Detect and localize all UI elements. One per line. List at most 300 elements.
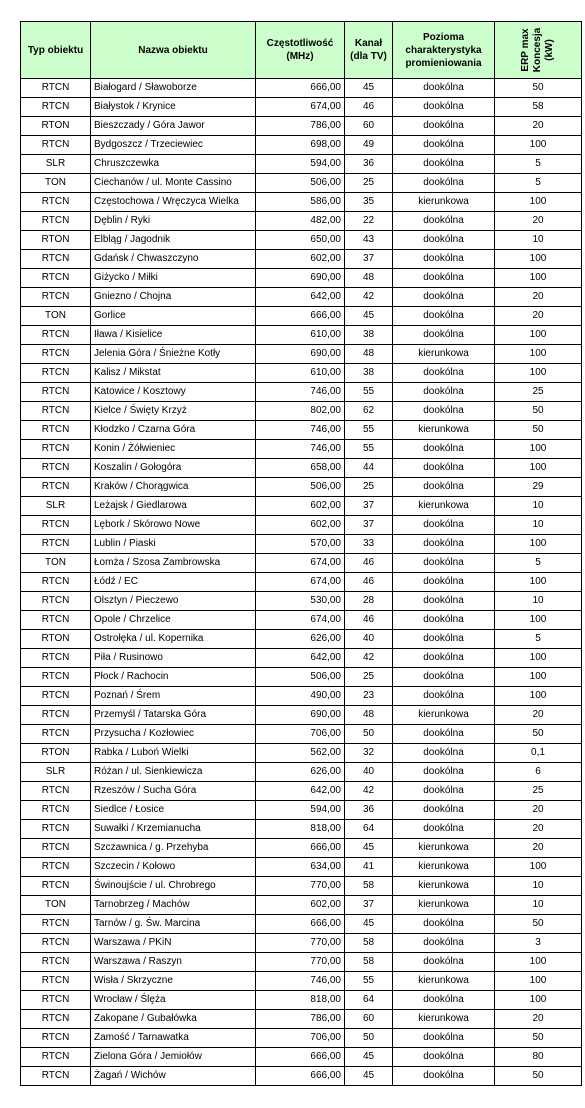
cell-type: RTCN: [21, 839, 91, 858]
cell-type: RTCN: [21, 364, 91, 383]
table-row: [21, 820, 582, 839]
cell-channel: 25: [345, 668, 393, 687]
cell-channel: 58: [345, 934, 393, 953]
cell-pattern: kierunkowa: [393, 839, 495, 858]
cell-frequency: 770,00: [256, 877, 345, 896]
cell-frequency: 666,00: [256, 307, 345, 326]
table-row: [21, 231, 582, 250]
cell-pattern: dookólna: [393, 364, 495, 383]
cell-name: Kielce / Święty Krzyż: [91, 402, 256, 421]
cell-frequency: 698,00: [256, 136, 345, 155]
cell-name: Gdańsk / Chwaszczyno: [91, 250, 256, 269]
cell-frequency: 490,00: [256, 687, 345, 706]
cell-channel: 42: [345, 649, 393, 668]
table-row: [21, 687, 582, 706]
cell-name: Bydgoszcz / Trzeciewiec: [91, 136, 256, 155]
cell-name: Tarnobrzeg / Machów: [91, 896, 256, 915]
cell-pattern: dookólna: [393, 611, 495, 630]
cell-channel: 64: [345, 820, 393, 839]
cell-type: RTCN: [21, 1029, 91, 1048]
cell-pattern: dookólna: [393, 98, 495, 117]
header-type: Typ obiektu: [21, 22, 91, 79]
cell-pattern: dookólna: [393, 592, 495, 611]
cell-pattern: kierunkowa: [393, 896, 495, 915]
table-row: [21, 1048, 582, 1067]
cell-erp: 20: [495, 117, 582, 136]
cell-type: RTCN: [21, 592, 91, 611]
cell-pattern: dookólna: [393, 136, 495, 155]
cell-erp: 10: [495, 231, 582, 250]
cell-erp: 5: [495, 630, 582, 649]
cell-type: RTCN: [21, 136, 91, 155]
cell-channel: 62: [345, 402, 393, 421]
cell-pattern: dookólna: [393, 326, 495, 345]
cell-pattern: dookólna: [393, 459, 495, 478]
cell-pattern: dookólna: [393, 269, 495, 288]
cell-pattern: dookólna: [393, 573, 495, 592]
cell-type: RTCN: [21, 478, 91, 497]
table-row: [21, 668, 582, 687]
cell-channel: 37: [345, 250, 393, 269]
cell-name: Tarnów / g. Św. Marcina: [91, 915, 256, 934]
cell-frequency: 690,00: [256, 345, 345, 364]
cell-name: Rabka / Luboń Wielki: [91, 744, 256, 763]
table-row: [21, 174, 582, 193]
cell-channel: 38: [345, 364, 393, 383]
cell-type: RTCN: [21, 440, 91, 459]
cell-erp: 3: [495, 934, 582, 953]
cell-channel: 36: [345, 801, 393, 820]
cell-pattern: dookólna: [393, 953, 495, 972]
cell-channel: 44: [345, 459, 393, 478]
cell-name: Szczecin / Kołowo: [91, 858, 256, 877]
cell-name: Poznań / Śrem: [91, 687, 256, 706]
cell-channel: 40: [345, 630, 393, 649]
cell-pattern: dookólna: [393, 554, 495, 573]
cell-channel: 45: [345, 839, 393, 858]
cell-erp: 100: [495, 953, 582, 972]
cell-pattern: dookólna: [393, 288, 495, 307]
cell-pattern: dookólna: [393, 801, 495, 820]
cell-type: RTCN: [21, 611, 91, 630]
cell-type: RTCN: [21, 820, 91, 839]
header-name: Nazwa obiektu: [91, 22, 256, 79]
cell-type: SLR: [21, 155, 91, 174]
table-row: [21, 288, 582, 307]
cell-frequency: 506,00: [256, 478, 345, 497]
cell-name: Gniezno / Chojna: [91, 288, 256, 307]
cell-name: Ostrołęka / ul. Kopernika: [91, 630, 256, 649]
table-row: [21, 972, 582, 991]
cell-erp: 100: [495, 269, 582, 288]
cell-erp: 100: [495, 440, 582, 459]
cell-channel: 55: [345, 421, 393, 440]
cell-erp: 5: [495, 155, 582, 174]
cell-frequency: 642,00: [256, 649, 345, 668]
cell-type: SLR: [21, 763, 91, 782]
cell-name: Żagań / Wichów: [91, 1067, 256, 1086]
cell-erp: 100: [495, 687, 582, 706]
cell-frequency: 746,00: [256, 440, 345, 459]
cell-frequency: 634,00: [256, 858, 345, 877]
cell-frequency: 786,00: [256, 1010, 345, 1029]
table-row: [21, 592, 582, 611]
cell-name: Bieszczady / Góra Jawor: [91, 117, 256, 136]
table-row: [21, 459, 582, 478]
cell-type: RTCN: [21, 516, 91, 535]
cell-channel: 25: [345, 478, 393, 497]
cell-frequency: 586,00: [256, 193, 345, 212]
cell-erp: 20: [495, 212, 582, 231]
cell-erp: 100: [495, 193, 582, 212]
cell-pattern: dookólna: [393, 687, 495, 706]
cell-name: Częstochowa / Wręczyca Wielka: [91, 193, 256, 212]
cell-pattern: dookólna: [393, 478, 495, 497]
table-row: [21, 250, 582, 269]
table-row: [21, 630, 582, 649]
cell-channel: 37: [345, 896, 393, 915]
cell-erp: 100: [495, 573, 582, 592]
cell-frequency: 706,00: [256, 725, 345, 744]
cell-erp: 6: [495, 763, 582, 782]
table-row: [21, 554, 582, 573]
cell-type: RTCN: [21, 212, 91, 231]
cell-pattern: dookólna: [393, 1067, 495, 1086]
cell-name: Gorlice: [91, 307, 256, 326]
cell-name: Płock / Rachocin: [91, 668, 256, 687]
cell-erp: 100: [495, 649, 582, 668]
cell-type: RTCN: [21, 573, 91, 592]
cell-channel: 50: [345, 725, 393, 744]
cell-erp: 50: [495, 402, 582, 421]
table-row: [21, 364, 582, 383]
cell-pattern: dookólna: [393, 383, 495, 402]
cell-type: RTCN: [21, 98, 91, 117]
table-row: [21, 782, 582, 801]
cell-channel: 41: [345, 858, 393, 877]
cell-pattern: kierunkowa: [393, 1010, 495, 1029]
cell-erp: 10: [495, 896, 582, 915]
table-row: [21, 858, 582, 877]
cell-channel: 55: [345, 972, 393, 991]
cell-type: RTCN: [21, 345, 91, 364]
cell-erp: 100: [495, 972, 582, 991]
table-row: [21, 763, 582, 782]
cell-erp: 50: [495, 1029, 582, 1048]
header-row: [21, 22, 582, 79]
cell-pattern: kierunkowa: [393, 858, 495, 877]
cell-frequency: 818,00: [256, 820, 345, 839]
cell-type: RTON: [21, 231, 91, 250]
cell-name: Przysucha / Kozłowiec: [91, 725, 256, 744]
cell-pattern: dookólna: [393, 79, 495, 98]
cell-erp: 20: [495, 307, 582, 326]
cell-channel: 45: [345, 307, 393, 326]
cell-name: Leżajsk / Giedlarowa: [91, 497, 256, 516]
cell-name: Siedlce / Łosice: [91, 801, 256, 820]
cell-channel: 64: [345, 991, 393, 1010]
table-row: [21, 440, 582, 459]
cell-type: RTCN: [21, 972, 91, 991]
cell-pattern: dookólna: [393, 212, 495, 231]
cell-name: Białystok / Krynice: [91, 98, 256, 117]
cell-type: RTCN: [21, 1010, 91, 1029]
cell-frequency: 746,00: [256, 972, 345, 991]
cell-pattern: dookólna: [393, 725, 495, 744]
cell-frequency: 626,00: [256, 630, 345, 649]
cell-frequency: 530,00: [256, 592, 345, 611]
cell-frequency: 594,00: [256, 155, 345, 174]
cell-erp: 58: [495, 98, 582, 117]
cell-type: RTCN: [21, 782, 91, 801]
table-row: [21, 307, 582, 326]
cell-name: Dęblin / Ryki: [91, 212, 256, 231]
header-frequency: Częstotliwość (MHz): [256, 22, 345, 79]
cell-erp: 20: [495, 706, 582, 725]
cell-frequency: 666,00: [256, 915, 345, 934]
cell-pattern: dookólna: [393, 668, 495, 687]
cell-name: Zielona Góra / Jemiołów: [91, 1048, 256, 1067]
cell-pattern: kierunkowa: [393, 706, 495, 725]
cell-type: RTON: [21, 744, 91, 763]
cell-type: RTCN: [21, 79, 91, 98]
cell-frequency: 674,00: [256, 573, 345, 592]
cell-frequency: 690,00: [256, 706, 345, 725]
cell-erp: 10: [495, 516, 582, 535]
header-erp-text: [520, 28, 556, 72]
table-row: [21, 896, 582, 915]
cell-frequency: 602,00: [256, 497, 345, 516]
cell-pattern: dookólna: [393, 934, 495, 953]
cell-pattern: dookólna: [393, 516, 495, 535]
table-row: [21, 934, 582, 953]
cell-frequency: 602,00: [256, 896, 345, 915]
cell-erp: 0,1: [495, 744, 582, 763]
cell-erp: 5: [495, 174, 582, 193]
cell-frequency: 610,00: [256, 326, 345, 345]
cell-erp: 25: [495, 383, 582, 402]
cell-channel: 25: [345, 174, 393, 193]
cell-erp: 20: [495, 288, 582, 307]
cell-type: RTCN: [21, 668, 91, 687]
cell-frequency: 506,00: [256, 174, 345, 193]
cell-frequency: 802,00: [256, 402, 345, 421]
cell-pattern: dookólna: [393, 250, 495, 269]
cell-frequency: 786,00: [256, 117, 345, 136]
cell-type: RTON: [21, 630, 91, 649]
table-row: [21, 402, 582, 421]
header-erp-line3: (kW): [544, 39, 555, 61]
cell-name: Koszalin / Gołogóra: [91, 459, 256, 478]
cell-frequency: 482,00: [256, 212, 345, 231]
header-erp-line2: Koncesja: [532, 27, 543, 73]
cell-type: TON: [21, 554, 91, 573]
cell-channel: 58: [345, 953, 393, 972]
cell-channel: 46: [345, 554, 393, 573]
table-row: [21, 326, 582, 345]
cell-pattern: kierunkowa: [393, 497, 495, 516]
cell-channel: 55: [345, 383, 393, 402]
cell-channel: 48: [345, 345, 393, 364]
table-row: [21, 991, 582, 1010]
cell-name: Wisła / Skrzyczne: [91, 972, 256, 991]
cell-frequency: 690,00: [256, 269, 345, 288]
cell-channel: 60: [345, 117, 393, 136]
cell-type: TON: [21, 896, 91, 915]
cell-type: RTCN: [21, 288, 91, 307]
cell-type: RTCN: [21, 877, 91, 896]
cell-erp: 10: [495, 592, 582, 611]
cell-frequency: 674,00: [256, 98, 345, 117]
cell-type: RTCN: [21, 193, 91, 212]
cell-erp: 50: [495, 421, 582, 440]
cell-frequency: 666,00: [256, 79, 345, 98]
cell-type: RTCN: [21, 250, 91, 269]
cell-name: Elbląg / Jagodnik: [91, 231, 256, 250]
cell-pattern: dookólna: [393, 991, 495, 1010]
cell-frequency: 770,00: [256, 953, 345, 972]
cell-name: Ciechanów / ul. Monte Cassino: [91, 174, 256, 193]
cell-frequency: 570,00: [256, 535, 345, 554]
table-row: [21, 725, 582, 744]
cell-name: Łomża / Szosa Zambrowska: [91, 554, 256, 573]
cell-name: Warszawa / PKiN: [91, 934, 256, 953]
cell-type: RTCN: [21, 326, 91, 345]
cell-channel: 46: [345, 98, 393, 117]
table-row: [21, 1067, 582, 1086]
cell-channel: 46: [345, 573, 393, 592]
cell-channel: 58: [345, 877, 393, 896]
cell-type: RTCN: [21, 459, 91, 478]
cell-name: Wrocław / Ślęża: [91, 991, 256, 1010]
cell-type: RTCN: [21, 535, 91, 554]
cell-erp: 5: [495, 554, 582, 573]
header-channel: Kanał (dla TV): [345, 22, 393, 79]
cell-erp: 29: [495, 478, 582, 497]
cell-erp: 50: [495, 725, 582, 744]
header-pattern: Pozioma charakterystyka promieniowania: [393, 22, 495, 79]
table-row: [21, 79, 582, 98]
cell-frequency: 770,00: [256, 934, 345, 953]
cell-channel: 40: [345, 763, 393, 782]
cell-name: Chruszczewka: [91, 155, 256, 174]
cell-pattern: dookólna: [393, 782, 495, 801]
cell-frequency: 666,00: [256, 1048, 345, 1067]
table-row: [21, 1010, 582, 1029]
cell-name: Giżycko / Miłki: [91, 269, 256, 288]
cell-frequency: 626,00: [256, 763, 345, 782]
cell-erp: 20: [495, 820, 582, 839]
cell-name: Kłodzko / Czarna Góra: [91, 421, 256, 440]
header-erp-line1: ERP max: [520, 28, 531, 72]
cell-frequency: 818,00: [256, 991, 345, 1010]
cell-channel: 43: [345, 231, 393, 250]
cell-pattern: dookólna: [393, 174, 495, 193]
cell-type: RTCN: [21, 649, 91, 668]
cell-frequency: 506,00: [256, 668, 345, 687]
cell-name: Kraków / Chorągwica: [91, 478, 256, 497]
table-body: [21, 79, 582, 1086]
header-erp: [495, 22, 582, 79]
table-row: [21, 497, 582, 516]
cell-type: RTCN: [21, 991, 91, 1010]
cell-type: RTCN: [21, 934, 91, 953]
cell-name: Kalisz / Mikstat: [91, 364, 256, 383]
table-row: [21, 421, 582, 440]
cell-name: Warszawa / Raszyn: [91, 953, 256, 972]
cell-pattern: dookólna: [393, 820, 495, 839]
table-row: [21, 706, 582, 725]
cell-frequency: 610,00: [256, 364, 345, 383]
table-row: [21, 117, 582, 136]
cell-type: RTCN: [21, 383, 91, 402]
cell-erp: 100: [495, 364, 582, 383]
cell-frequency: 650,00: [256, 231, 345, 250]
cell-type: RTCN: [21, 687, 91, 706]
table-row: [21, 573, 582, 592]
cell-pattern: dookólna: [393, 1029, 495, 1048]
cell-channel: 23: [345, 687, 393, 706]
cell-channel: 37: [345, 516, 393, 535]
cell-channel: 22: [345, 212, 393, 231]
cell-type: RTCN: [21, 402, 91, 421]
cell-frequency: 706,00: [256, 1029, 345, 1048]
table-row: [21, 269, 582, 288]
cell-erp: 100: [495, 991, 582, 1010]
cell-name: Suwałki / Krzemianucha: [91, 820, 256, 839]
cell-type: RTCN: [21, 858, 91, 877]
cell-pattern: dookólna: [393, 763, 495, 782]
cell-pattern: dookólna: [393, 440, 495, 459]
table-row: [21, 877, 582, 896]
cell-pattern: kierunkowa: [393, 421, 495, 440]
cell-pattern: dookólna: [393, 155, 495, 174]
cell-name: Świnoujście / ul. Chrobrego: [91, 877, 256, 896]
cell-channel: 32: [345, 744, 393, 763]
cell-frequency: 602,00: [256, 516, 345, 535]
cell-channel: 36: [345, 155, 393, 174]
cell-frequency: 746,00: [256, 383, 345, 402]
cell-pattern: dookólna: [393, 535, 495, 554]
cell-name: Lębork / Skórowo Nowe: [91, 516, 256, 535]
cell-erp: 100: [495, 858, 582, 877]
table-row: [21, 155, 582, 174]
cell-erp: 100: [495, 535, 582, 554]
cell-channel: 48: [345, 269, 393, 288]
cell-erp: 100: [495, 345, 582, 364]
cell-name: Zakopane / Gubałówka: [91, 1010, 256, 1029]
table-row: [21, 345, 582, 364]
cell-channel: 45: [345, 915, 393, 934]
table-row: [21, 193, 582, 212]
cell-pattern: kierunkowa: [393, 877, 495, 896]
cell-channel: 38: [345, 326, 393, 345]
cell-channel: 37: [345, 497, 393, 516]
table-row: [21, 953, 582, 972]
cell-pattern: dookólna: [393, 630, 495, 649]
cell-channel: 60: [345, 1010, 393, 1029]
cell-erp: 100: [495, 250, 582, 269]
cell-channel: 46: [345, 611, 393, 630]
cell-erp: 20: [495, 1010, 582, 1029]
cell-frequency: 674,00: [256, 554, 345, 573]
cell-channel: 28: [345, 592, 393, 611]
cell-pattern: dookólna: [393, 402, 495, 421]
table-row: [21, 98, 582, 117]
cell-type: TON: [21, 174, 91, 193]
cell-erp: 100: [495, 611, 582, 630]
cell-channel: 35: [345, 193, 393, 212]
